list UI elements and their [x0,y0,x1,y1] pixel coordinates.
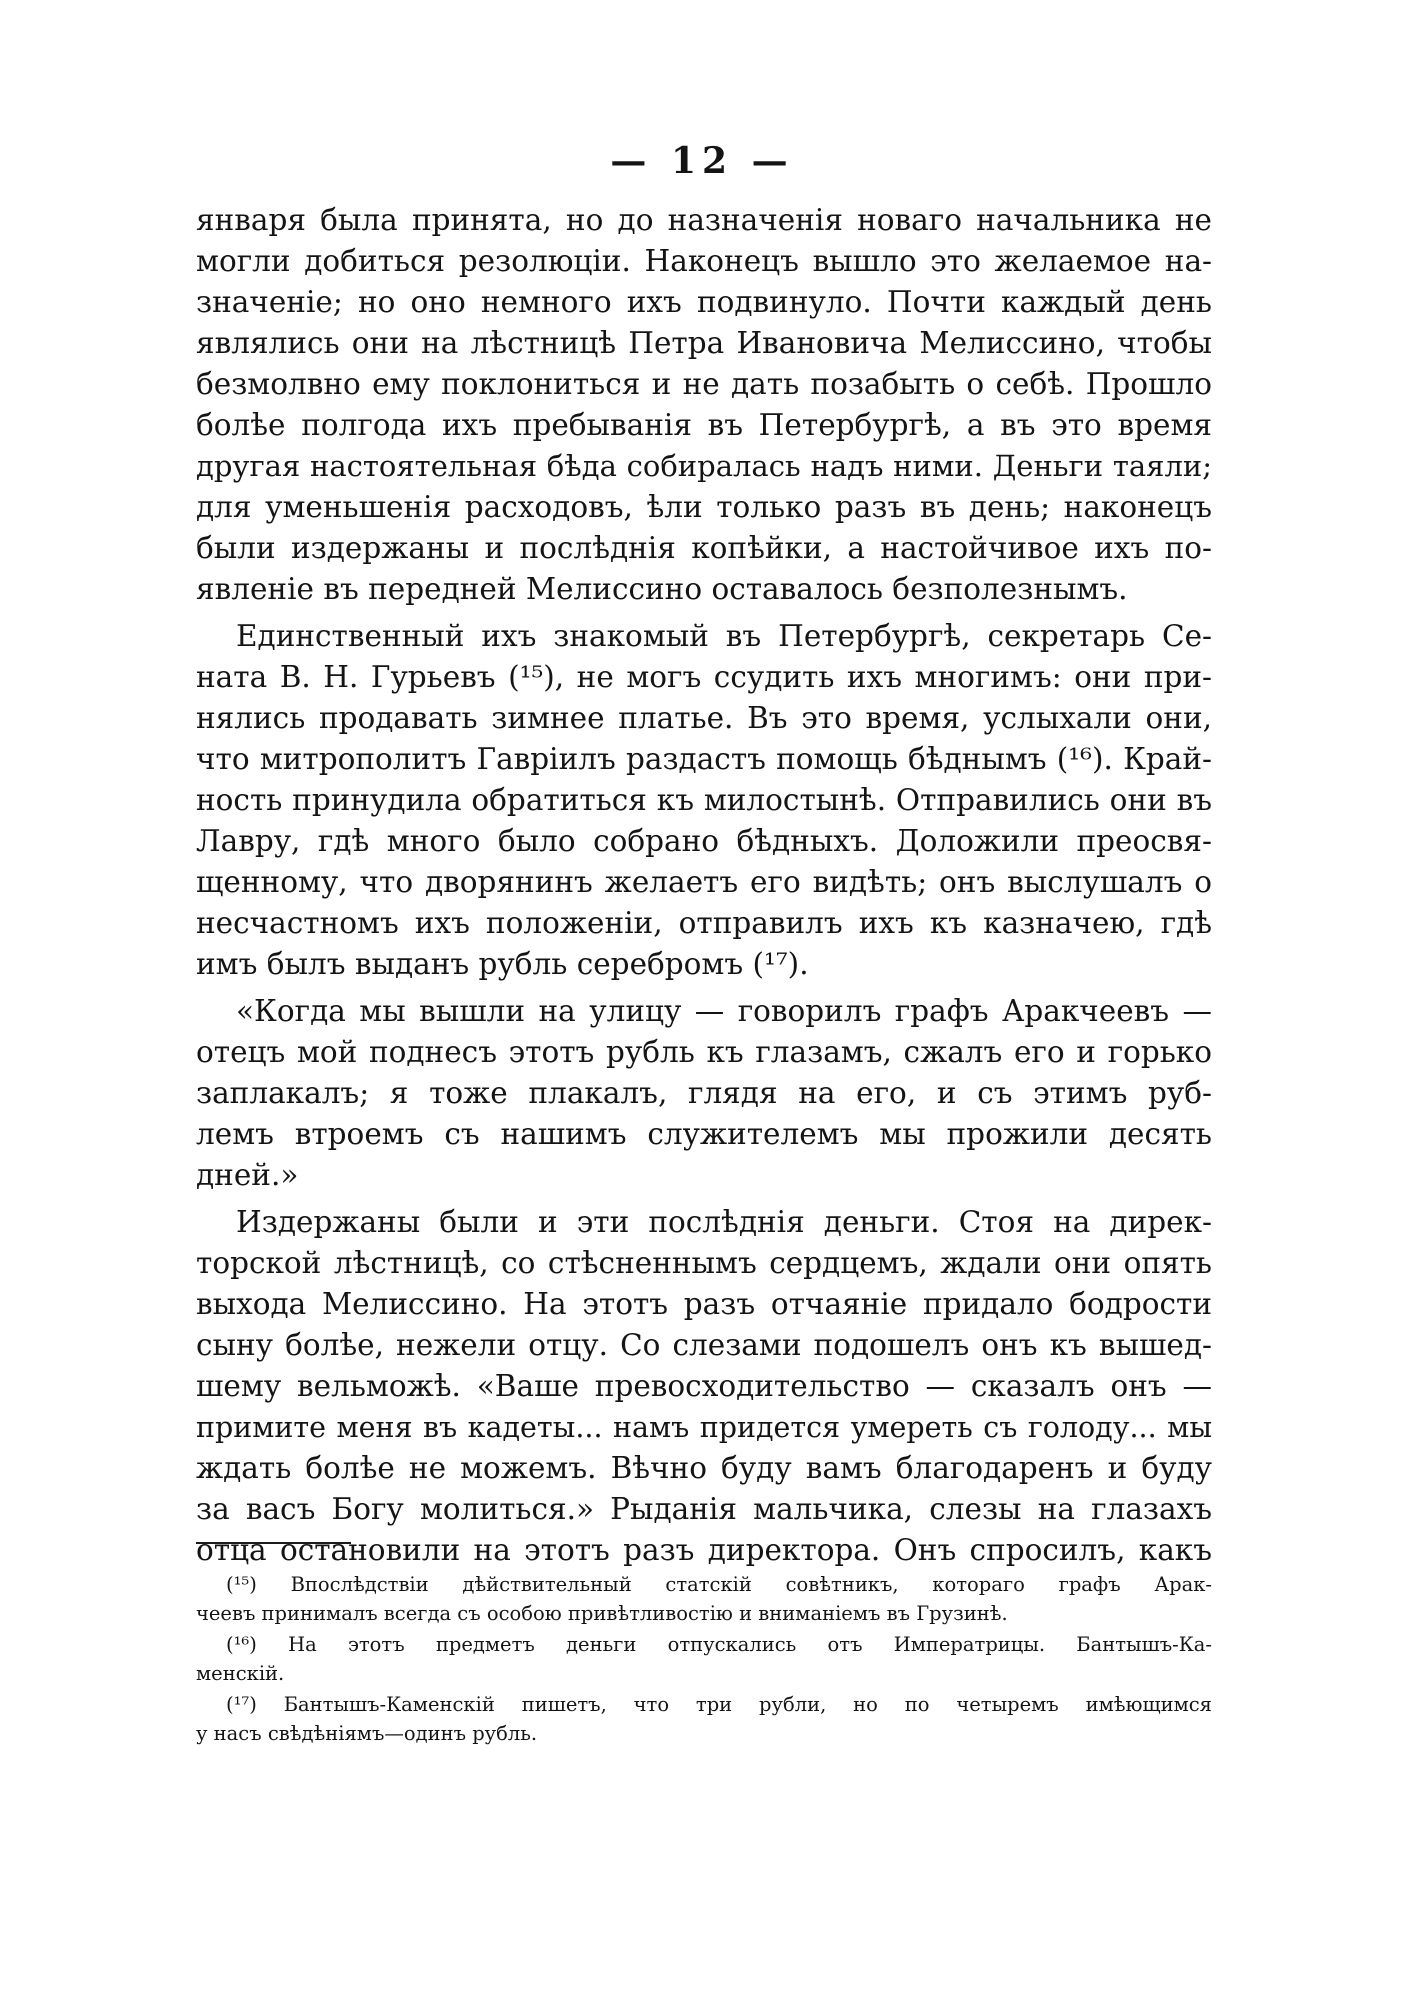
text-line: «Когда мы вышли на улицу — говорилъ графъ Аракчеевъ — [236,994,1212,1028]
body-text [196,200,1212,1577]
text-line: нялись продавать зимнее платье. Въ это время, услыхали они, [196,701,1212,735]
text-line: заплакалъ; я тоже плакалъ, глядя на его, и съ этимъ руб- [196,1076,1212,1110]
text-line: безмолвно ему поклониться и не дать позабыть о себѣ. Прошло [196,367,1212,401]
text-line: могли добиться резолюціи. Наконецъ вышло это желаемое на- [196,244,1212,278]
footnote-15 [196,1570,1212,1628]
text-line: другая настоятельная бѣда собиралась надъ ними. Деньги таяли; [196,449,1212,483]
footnote-line: (¹⁶) На этотъ предметъ деньги отпускались отъ Императрицы. Бантышъ-Ка- [226,1633,1212,1656]
footnote-line: менскій. [196,1662,285,1685]
text-line: для уменьшенія расходовъ, ѣли только разъ въ день; наконецъ [196,490,1212,524]
text-line: дней.» [196,1158,299,1192]
text-line: примите меня въ кадеты... намъ придется умереть съ голоду... мы [196,1411,1212,1444]
text-line: щенному, что дворянинъ желаетъ его видѣть; онъ выслушалъ о [196,865,1212,899]
text-line: лемъ втроемъ съ нашимъ служителемъ мы прожили десять [196,1117,1212,1151]
text-line: шему вельможѣ. «Ваше превосходительство — сказалъ онъ — [196,1369,1212,1403]
text-line: были издержаны и послѣднія копѣйки, а настойчивое ихъ по- [196,531,1212,565]
footnote-line: у насъ свѣдѣніямъ—одинъ рубль. [196,1722,538,1745]
paragraph [196,1202,1212,1571]
paragraph [196,616,1212,985]
text-line: ность принудила обратиться къ милостынѣ. Отправились они въ [196,783,1212,817]
footnotes [196,1570,1212,1750]
text-line: ждать болѣе не можемъ. Вѣчно буду вамъ благодаренъ и буду [196,1451,1212,1485]
text-line: сыну болѣе, нежели отцу. Со слезами подошелъ онъ къ вышед- [196,1328,1212,1362]
text-line: значеніе; но оно немного ихъ подвинуло. Почти каждый день [196,285,1212,319]
footnote-line: чеевъ принималъ всегда съ особою привѣтливостію и вниманіемъ въ Грузинѣ. [196,1602,1008,1625]
text-line: Лавру, гдѣ много было собрано бѣдныхъ. Доложили преосвя- [196,824,1212,858]
footnote-line: (¹⁷) Бантышъ-Каменскій пишетъ, что три рубли, но по четыремъ имѣющимся [226,1693,1212,1716]
text-line: являлись они на лѣстницѣ Петра Ивановича Мелиссино, чтобы [196,326,1212,360]
text-line: января была принята, но до назначенія новаго начальника не [196,203,1212,237]
footnote-16 [196,1630,1212,1688]
text-line: имъ былъ выданъ рубль серебромъ (¹⁷). [196,947,809,981]
text-line: болѣе полгода ихъ пребыванія въ Петербургѣ, а въ это время [196,408,1212,442]
paragraph [196,200,1212,610]
footnote-divider [196,1542,351,1544]
paragraph [196,991,1212,1196]
text-line: что митрополитъ Гавріилъ раздастъ помощь бѣднымъ (¹⁶). Край- [196,742,1212,776]
text-line: несчастномъ ихъ положеніи, отправилъ ихъ къ казначею, гдѣ [196,906,1212,940]
text-line: Издержаны были и эти послѣднія деньги. Стоя на дирек- [236,1205,1212,1239]
text-line: явленіе въ передней Мелиссино оставалось безполезнымъ. [196,572,1128,606]
text-line: Единственный ихъ знакомый въ Петербургѣ, секретарь Се- [236,619,1212,653]
text-line: за васъ Богу молиться.» Рыданія мальчика, слезы на глазахъ [196,1492,1212,1526]
text-line: торской лѣстницѣ, со стѣсненнымъ сердцемъ, ждали они опять [196,1246,1212,1280]
text-line: отца остановили на этотъ разъ директора. Онъ спросилъ, какъ [196,1533,1212,1567]
footnote-line: (¹⁵) Впослѣдствіи дѣйствительный статскій совѣтникъ, котораго графъ Арак- [226,1573,1212,1596]
text-line: отецъ мой поднесъ этотъ рубль къ глазамъ, сжалъ его и горько [196,1035,1212,1069]
text-line: выхода Мелиссино. На этотъ разъ отчаяніе придало бодрости [196,1287,1212,1321]
text-line: ната В. Н. Гурьевъ (¹⁵), не могъ ссудить ихъ многимъ: они при- [196,660,1212,694]
footnote-17 [196,1690,1212,1748]
page-number: — 12 — [610,140,794,182]
